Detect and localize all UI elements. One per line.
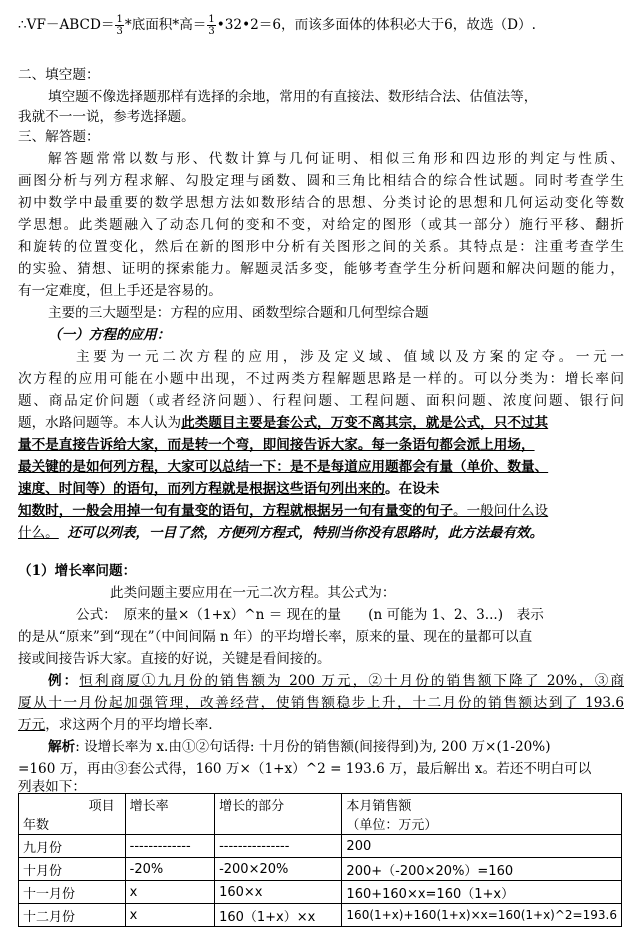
- main-question-types: 主要的三大题型是：方程的应用、函数型综合题和几何型综合题: [48, 305, 429, 321]
- section-heading-fill-blank: 二、填空题：: [18, 67, 100, 83]
- diagonal-header-cell: 项目 年数: [19, 794, 126, 835]
- formula-suffix: •32•2＝6，而该多面体的体积必大于6，故选（D）.: [216, 17, 536, 33]
- volume-formula-line: [18, 14, 624, 37]
- fraction-one-third: $\frac{1}{3}$: [116, 14, 123, 37]
- table-row: 九月份 ------------- --------------- 200: [19, 835, 622, 858]
- section-heading-solution: 三、解答题：: [18, 129, 100, 145]
- growth-description-line: 接或间接告诉大家。直接的好说，关键是看间接的。: [18, 651, 331, 667]
- table-header-row: [19, 794, 622, 835]
- equation-paragraph-line: 题，水路问题等。本人认为此类题目主要是套公式，万变不离其宗，就是公式，只不过其: [18, 415, 549, 431]
- growth-description-line: 的是从“原来”到“现在”（中间间隔 n 年）的平均增长率，原来的量、现在的量都可以直: [18, 629, 533, 645]
- emphasis-line: 什么。 还可以列表，一目了然，方便列方程式，特别当你没有思路时，此方法最有效。: [18, 525, 544, 541]
- growth-rate-heading: （1）增长率问题：: [18, 563, 137, 579]
- table-row: 十一月份 x 160×x 160+160×x=160（1+x）: [19, 881, 622, 904]
- example-label: 例：: [48, 673, 80, 689]
- example-line: 万元，求这两个月的平均增长率.: [18, 717, 213, 733]
- fill-blank-paragraph-line: 我就不一一说，参考选择题。: [18, 109, 195, 125]
- emphasis-text: 此类题目主要是套公式，万变不离其宗，就是公式，只不过其: [181, 415, 549, 431]
- formula-prefix: ∴VF－ABCD＝: [18, 17, 115, 33]
- table-row: 十月份 -20% -200×20% 200+（-200×20%）=160: [19, 858, 622, 881]
- equation-paragraph-line: 主要为一元二次方程的应用，涉及定义域、值域以及方案的定夺。一元一: [76, 349, 624, 365]
- formula-mid: *底面积*高＝: [124, 17, 207, 33]
- table-row: 十二月份 x 160（1+x）×x 160(1+x)+160(1+x)×x=160(1+x)^2=193.6: [19, 904, 622, 927]
- solution-label: 解析: [48, 739, 76, 755]
- header-monthly-sales: 本月销售额 （单位：万元）: [342, 794, 622, 835]
- solution-paragraph-line: 初中数学中最重要的数学思想方法如数形结合的思想、分类讨论的思想和几何运动变化等数: [18, 195, 624, 211]
- fraction-one-third: $\frac{1}{3}$: [208, 14, 215, 37]
- header-growth-rate: 增长率: [125, 794, 214, 835]
- emphasis-line: 知数时，一般会用掉一句有量变的语句，方程就根据另一句有量变的句子。一般问什么设: [18, 503, 549, 519]
- equation-paragraph-line: 题、商品定价问题（或者经济问题）、行程问题、工程问题、面积问题、浓度问题、银行问: [18, 393, 624, 409]
- growth-intro: 此类问题主要应用在一元二次方程。其公式为：: [110, 585, 396, 601]
- header-growth-part: 增长的部分: [215, 794, 342, 835]
- equation-paragraph-line: 次方程的应用可能在小题中出现，不过两类方程解题思路是一样的。可以分类为：增长率问: [18, 371, 624, 387]
- emphasis-line: 速度、时间等）的语句，而列方程就是根据这些语句列出来的。在设未: [18, 481, 440, 497]
- solution-paragraph-line: 解答题常常以数与形、代数计算与几何证明、相似三角形和四边形的判定与性质、: [48, 151, 624, 167]
- equation-application-heading: （一）方程的应用：: [48, 327, 171, 343]
- solution-paragraph-line: 的实验、猜想、证明的探索能力。解题灵活多变，能够考查学生分析问题和解决问题的能力，: [18, 261, 624, 277]
- solution-line: 解析: 设增长率为 x.由①②句话得: 十月份的销售额(间接得到)为, 200 万×(1-20%): [48, 739, 551, 755]
- solution-paragraph-line: 学思想。此类题融入了动态几何的变和不变，对给定的图形（或其一部分）施行平移、翻折: [18, 217, 624, 233]
- emphasis-line: 量不是直接告诉给大家，而是转一个弯，即间接告诉大家。每一条语句都会派上用场，: [18, 437, 535, 453]
- solution-line: =160 万，再由③套公式得，160 万×（1+x）^2 = 193.6 万，最后解出 x。若还不明白可以: [18, 761, 592, 777]
- fill-blank-paragraph-line: 填空题不像选择题那样有选择的余地，常用的有直接法、数形结合法、估值法等，: [48, 89, 538, 105]
- solution-line: 列表如下：: [18, 779, 86, 795]
- growth-formula: 公式： 原来的量×（1+x）^n ＝ 现在的量 (n 可能为 1、2、3...) 表示: [76, 607, 544, 623]
- example-line: 厦从十一月份起加强管理，改善经营，使销售额稳步上升，十二月份的销售额达到了 193.6: [18, 695, 624, 711]
- example-line: 例：恒利商厦①九月份的销售额为 200 万元，②十月份的销售额下降了 20%，③商: [48, 673, 624, 689]
- solution-paragraph-line: 画图分析与列方程求解、勾股定理与函数、圆和三角比相结合的综合性试题。同时考查学生: [18, 173, 624, 189]
- growth-table: [18, 793, 622, 927]
- emphasis-line: 最关键的是如何列方程，大家可以总结一下：是不是每道应用题都会有量（单价、数量、: [18, 459, 549, 475]
- solution-paragraph-line: 和旋转的位置变化，然后在新的图形中分析有关图形之间的关系。其特点是：注重考查学生: [18, 239, 624, 255]
- solution-paragraph-line: 有一定难度，但上手还是容易的。: [18, 283, 222, 299]
